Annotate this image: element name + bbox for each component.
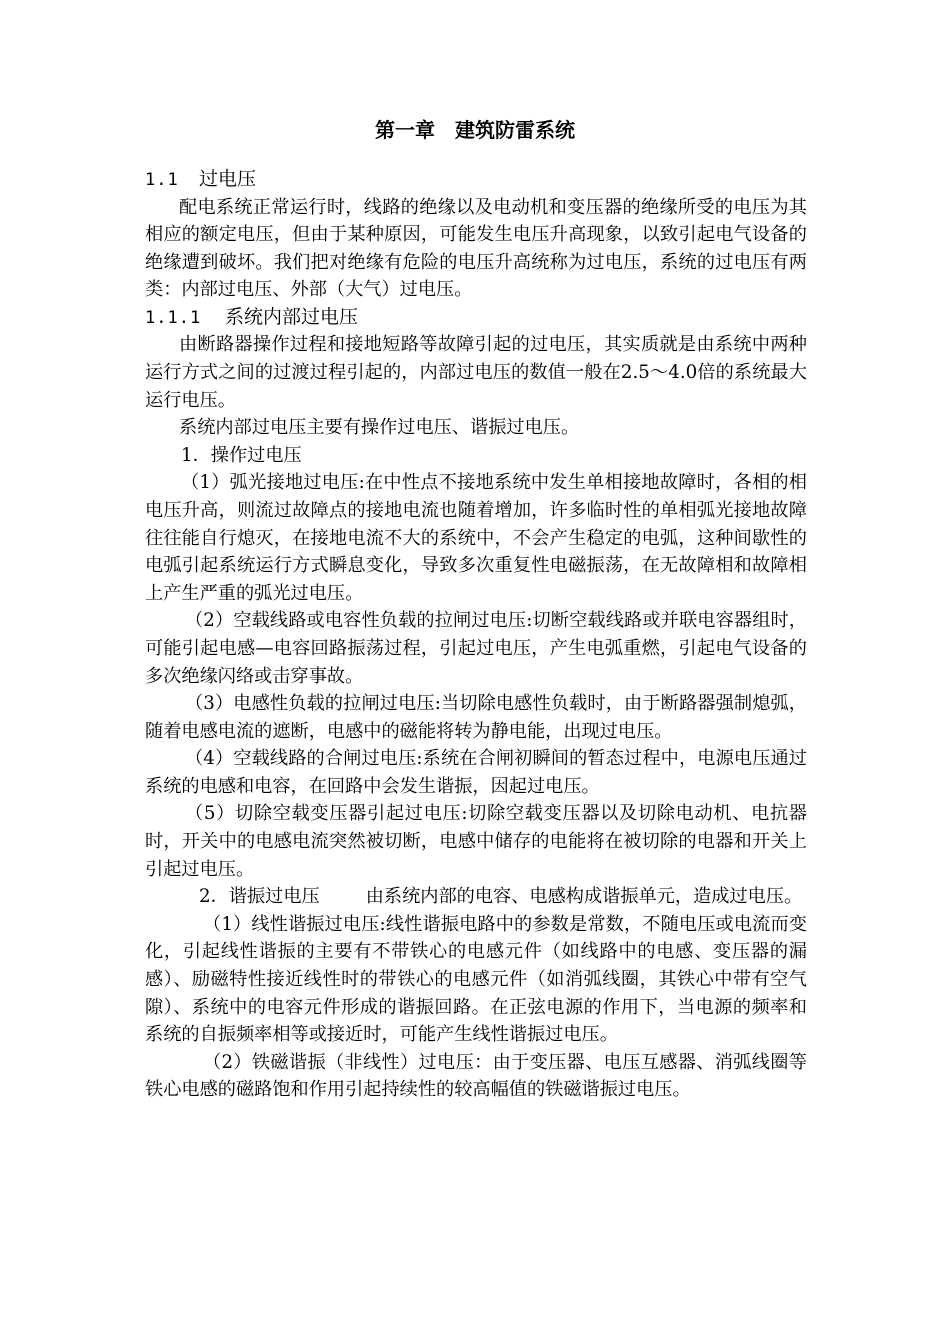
list-item-1: （1）弧光接地过电压:在中性点不接地系统中发生单相接地故障时，各相的相电压升高，则流过故障点的接地电流也随着增加，许多临时性的单相弧光接地故障往往能自行熄灭，在接地电流不大的系统中，不会产生稳定的电弧，这种间歇性的电弧引起系统运行方式瞬息变化，导致多次重复性电磁振荡，在无故障相和故障相上产生严重的弧光过电压。 xyxy=(145,472,807,604)
paragraph-intro: 配电系统正常运行时，线路的绝缘以及电动机和变压器的绝缘所受的电压为其相应的额定电压，但由于某种原因，可能发生电压升高现象，以致引起电气设备的绝缘遭到破坏。我们把对绝缘有危险的电压升高统称为过电压，系统的过电压有两类：内部过电压、外部（大气）过电压。 xyxy=(145,196,807,301)
resonance-item-2: （2）铁磁谐振（非线性）过电压：由于变压器、电压互感器、消弧线圈等铁心电感的磁路饱和作用引起持续性的较高幅值的铁磁谐振过电压。 xyxy=(145,1051,807,1101)
section-heading-1-1 xyxy=(145,166,807,194)
document-body xyxy=(145,166,807,1104)
list-item-4: （4）空载线路的合闸过电压:系统在合闸初瞬间的暂态过程中，电源电压通过系统的电感和电容，在回路中会发生谐振，因起过电压。 xyxy=(145,748,807,797)
list-heading-resonance xyxy=(145,883,807,911)
list-heading-switching: 1．操作过电压 xyxy=(181,444,302,466)
section-heading-1-1-1 xyxy=(145,304,807,332)
resonance-heading: 2．谐振过电压 xyxy=(199,886,320,908)
resonance-text: 由系统内部的电容、电感构成谐振单元，造成过电压。 xyxy=(365,886,803,908)
section-number: 1.1.1 xyxy=(145,307,202,328)
section-title: 系统内部过电压 xyxy=(225,305,359,328)
paragraph-types: 系统内部过电压主要有操作过电压、谐振过电压。 xyxy=(179,417,580,439)
list-item-5: （5）切除空载变压器引起过电压:切除空载变压器以及切除电动机、电抗器时，开关中的电感电流突然被切断，电感中储存的电能将在被切除的电器和开关上引起过电压。 xyxy=(145,803,807,880)
section-title: 过电压 xyxy=(199,168,257,190)
resonance-item-1: （1）线性谐振过电压:线性谐振电路中的参数是常数，不随电压或电流而变化，引起线性谐振的主要有不带铁心的电感元件（如线路中的电感、变压器的漏感）、励磁特性接近线性时的带铁心的电感元件（如消弧线圈，其铁心中带有空气隙）、系统中的电容元件形成的谐振回路。在正弦电源的作用下，当电源的频率和系统的自振频率相等或接近时，可能产生线性谐振过电压。 xyxy=(145,913,807,1046)
list-item-3: （3）电感性负载的拉闸过电压:当切除电感性负载时，由于断路器强制熄弧，随着电感电流的遮断，电感中的磁能将转为静电能，出现过电压。 xyxy=(145,693,807,742)
paragraph-internal-overvoltage: 由断路器操作过程和接地短路等故障引起的过电压，其实质就是由系统中两种运行方式之间的过渡过程引起的，内部过电压的数值一般在2.5～4.0倍的系统最大运行电压。 xyxy=(145,334,807,411)
chapter-title: 第一章 建筑防雷系统 xyxy=(375,118,575,142)
section-number: 1.1 xyxy=(145,170,179,190)
list-item-2: （2）空载线路或电容性负载的拉闸过电压:切断空载线路或并联电容器组时，可能引起电感—电容回路振荡过程，引起过电压，产生电弧重燃，引起电气设备的多次绝缘闪络或击穿事故。 xyxy=(145,610,807,687)
